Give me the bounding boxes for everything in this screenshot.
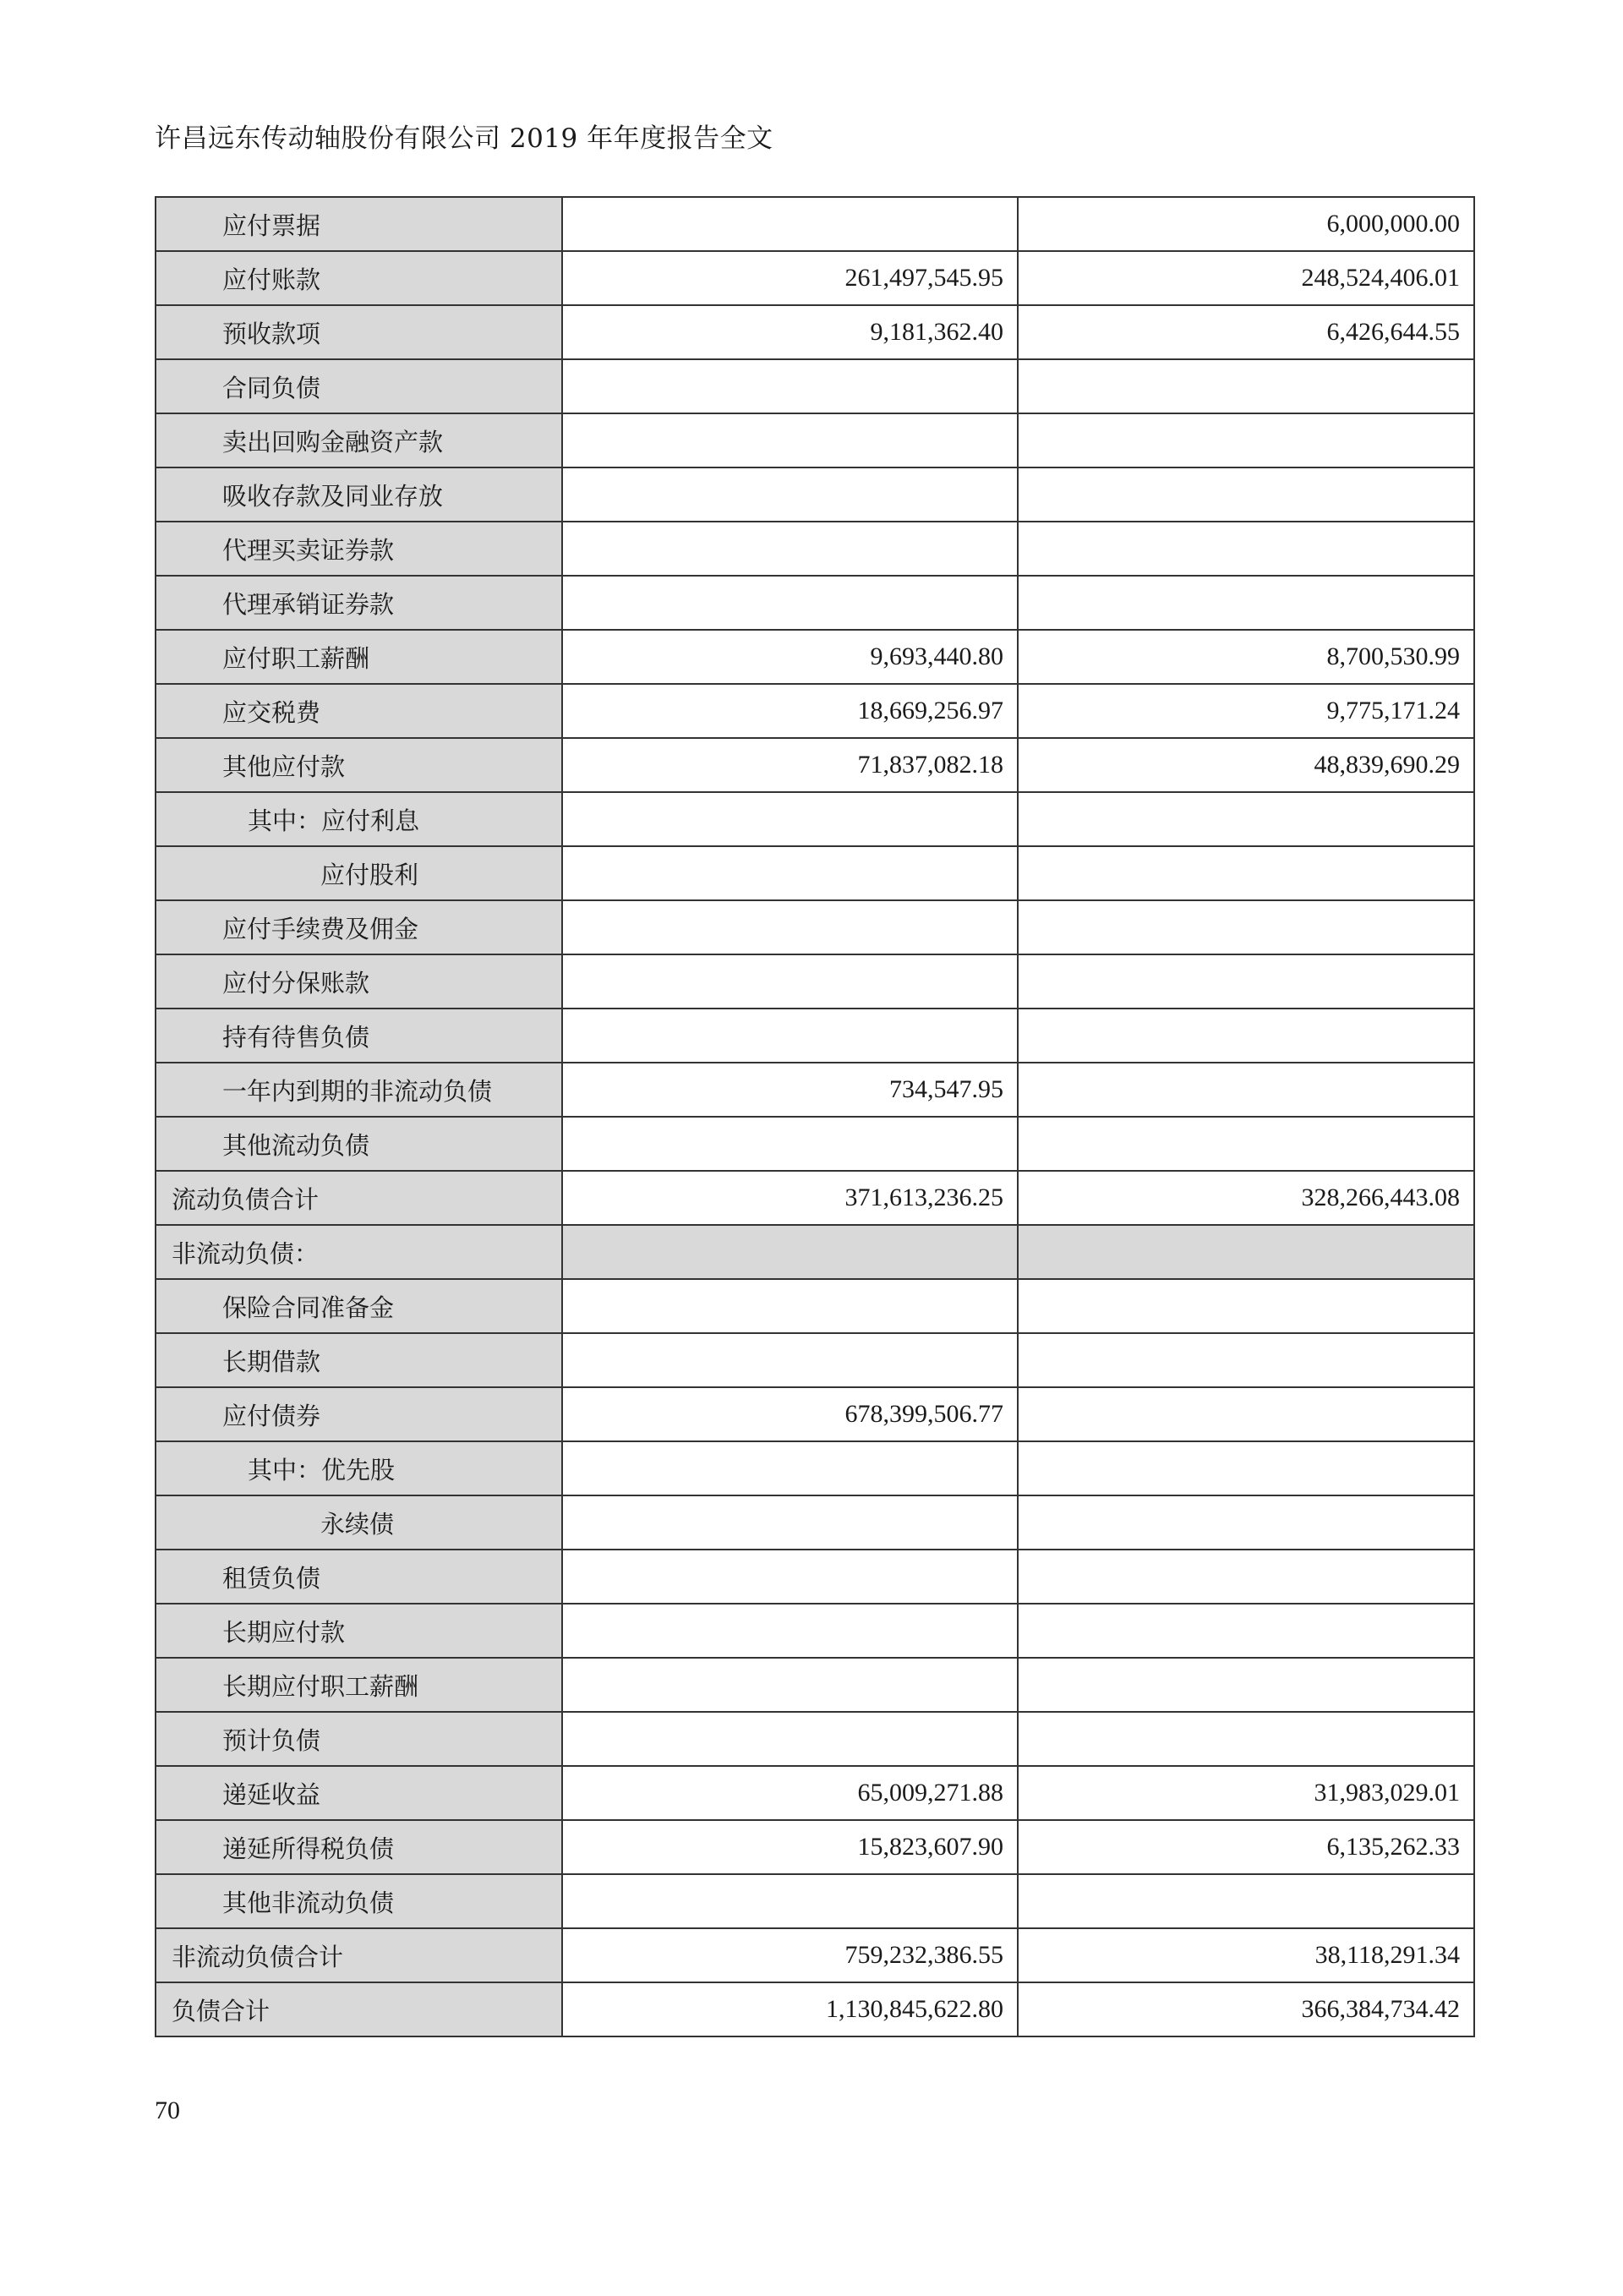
- table-row: [156, 1658, 1474, 1712]
- prior-period-value: [1018, 1441, 1474, 1495]
- table-body: [156, 197, 1474, 2036]
- prior-period-value: [1018, 792, 1474, 846]
- row-label: 应付账款: [156, 251, 562, 305]
- table-row: [156, 413, 1474, 467]
- row-label: 代理承销证券款: [156, 576, 562, 630]
- row-label: 预收款项: [156, 305, 562, 359]
- table-row: [156, 305, 1474, 359]
- prior-period-value: [1018, 413, 1474, 467]
- table-row: [156, 1171, 1474, 1225]
- row-label: 其他流动负债: [156, 1117, 562, 1171]
- prior-period-value: [1018, 1063, 1474, 1117]
- current-period-value: [562, 1225, 1018, 1279]
- row-label: 永续债: [156, 1495, 562, 1550]
- current-period-value: 71,837,082.18: [562, 738, 1018, 792]
- current-period-value: 18,669,256.97: [562, 684, 1018, 738]
- prior-period-value: 6,426,644.55: [1018, 305, 1474, 359]
- row-label: 其他应付款: [156, 738, 562, 792]
- table-row: [156, 1441, 1474, 1495]
- row-label: 应付手续费及佣金: [156, 900, 562, 954]
- current-period-value: [562, 576, 1018, 630]
- current-period-value: [562, 1495, 1018, 1550]
- prior-period-value: [1018, 1117, 1474, 1171]
- current-period-value: 1,130,845,622.80: [562, 1982, 1018, 2036]
- row-label: 预计负债: [156, 1712, 562, 1766]
- row-label: 应付债券: [156, 1387, 562, 1441]
- prior-period-value: [1018, 576, 1474, 630]
- row-label: 吸收存款及同业存放: [156, 467, 562, 522]
- table-row: [156, 1712, 1474, 1766]
- row-label: 合同负债: [156, 359, 562, 413]
- table-row: [156, 846, 1474, 900]
- table-row: [156, 1225, 1474, 1279]
- row-label: 非流动负债：: [156, 1225, 562, 1279]
- page-number: 70: [155, 2096, 180, 2124]
- current-period-value: [562, 413, 1018, 467]
- current-period-value: [562, 1279, 1018, 1333]
- prior-period-value: [1018, 1495, 1474, 1550]
- table-row: [156, 197, 1474, 251]
- table-row: [156, 1604, 1474, 1658]
- row-label: 负债合计: [156, 1982, 562, 2036]
- table-row: [156, 1117, 1474, 1171]
- current-period-value: [562, 1333, 1018, 1387]
- current-period-value: [562, 846, 1018, 900]
- table-row: [156, 630, 1474, 684]
- current-period-value: [562, 467, 1018, 522]
- prior-period-value: [1018, 954, 1474, 1009]
- current-period-value: 371,613,236.25: [562, 1171, 1018, 1225]
- table-row: [156, 251, 1474, 305]
- current-period-value: 678,399,506.77: [562, 1387, 1018, 1441]
- page-header-title: 许昌远东传动轴股份有限公司 2019 年年度报告全文: [155, 123, 773, 154]
- row-label: 长期应付款: [156, 1604, 562, 1658]
- prior-period-value: 328,266,443.08: [1018, 1171, 1474, 1225]
- current-period-value: [562, 1009, 1018, 1063]
- row-label: 递延收益: [156, 1766, 562, 1820]
- table-row: [156, 954, 1474, 1009]
- current-period-value: [562, 1874, 1018, 1928]
- current-period-value: 65,009,271.88: [562, 1766, 1018, 1820]
- prior-period-value: [1018, 467, 1474, 522]
- current-period-value: 734,547.95: [562, 1063, 1018, 1117]
- table-row: [156, 1982, 1474, 2036]
- row-label: 非流动负债合计: [156, 1928, 562, 1982]
- row-label: 流动负债合计: [156, 1171, 562, 1225]
- current-period-value: [562, 359, 1018, 413]
- table-row: [156, 1279, 1474, 1333]
- prior-period-value: 8,700,530.99: [1018, 630, 1474, 684]
- prior-period-value: [1018, 1712, 1474, 1766]
- table-row: [156, 359, 1474, 413]
- prior-period-value: 9,775,171.24: [1018, 684, 1474, 738]
- table-row: [156, 1766, 1474, 1820]
- row-label: 其中：应付利息: [156, 792, 562, 846]
- current-period-value: [562, 1604, 1018, 1658]
- row-label: 应付票据: [156, 197, 562, 251]
- current-period-value: [562, 900, 1018, 954]
- table-row: [156, 792, 1474, 846]
- row-label: 其他非流动负债: [156, 1874, 562, 1928]
- current-period-value: 15,823,607.90: [562, 1820, 1018, 1874]
- row-label: 其中：优先股: [156, 1441, 562, 1495]
- prior-period-value: [1018, 1009, 1474, 1063]
- prior-period-value: [1018, 846, 1474, 900]
- table-row: [156, 1874, 1474, 1928]
- row-label: 长期借款: [156, 1333, 562, 1387]
- table-row: [156, 467, 1474, 522]
- prior-period-value: 6,000,000.00: [1018, 197, 1474, 251]
- prior-period-value: [1018, 359, 1474, 413]
- table-row: [156, 576, 1474, 630]
- table-row: [156, 1009, 1474, 1063]
- prior-period-value: 248,524,406.01: [1018, 251, 1474, 305]
- current-period-value: [562, 522, 1018, 576]
- row-label: 租赁负债: [156, 1550, 562, 1604]
- prior-period-value: [1018, 1874, 1474, 1928]
- prior-period-value: [1018, 1333, 1474, 1387]
- row-label: 应付股利: [156, 846, 562, 900]
- current-period-value: 9,693,440.80: [562, 630, 1018, 684]
- row-label: 一年内到期的非流动负债: [156, 1063, 562, 1117]
- current-period-value: 261,497,545.95: [562, 251, 1018, 305]
- table-row: [156, 900, 1474, 954]
- prior-period-value: [1018, 522, 1474, 576]
- prior-period-value: [1018, 900, 1474, 954]
- current-period-value: [562, 1550, 1018, 1604]
- current-period-value: [562, 954, 1018, 1009]
- prior-period-value: [1018, 1387, 1474, 1441]
- current-period-value: [562, 1712, 1018, 1766]
- prior-period-value: [1018, 1225, 1474, 1279]
- current-period-value: [562, 1658, 1018, 1712]
- prior-period-value: 366,384,734.42: [1018, 1982, 1474, 2036]
- table-row: [156, 1333, 1474, 1387]
- prior-period-value: [1018, 1658, 1474, 1712]
- table-row: [156, 1928, 1474, 1982]
- prior-period-value: 31,983,029.01: [1018, 1766, 1474, 1820]
- prior-period-value: [1018, 1604, 1474, 1658]
- table-row: [156, 1820, 1474, 1874]
- current-period-value: [562, 1441, 1018, 1495]
- row-label: 持有待售负债: [156, 1009, 562, 1063]
- row-label: 保险合同准备金: [156, 1279, 562, 1333]
- table-row: [156, 1495, 1474, 1550]
- row-label: 应付职工薪酬: [156, 630, 562, 684]
- row-label: 应付分保账款: [156, 954, 562, 1009]
- table-row: [156, 1387, 1474, 1441]
- balance-sheet-liabilities-table: [155, 196, 1475, 2037]
- current-period-value: 9,181,362.40: [562, 305, 1018, 359]
- current-period-value: [562, 197, 1018, 251]
- table-row: [156, 684, 1474, 738]
- prior-period-value: 48,839,690.29: [1018, 738, 1474, 792]
- row-label: 长期应付职工薪酬: [156, 1658, 562, 1712]
- table-row: [156, 1550, 1474, 1604]
- prior-period-value: [1018, 1550, 1474, 1604]
- prior-period-value: [1018, 1279, 1474, 1333]
- prior-period-value: 6,135,262.33: [1018, 1820, 1474, 1874]
- table-row: [156, 522, 1474, 576]
- row-label: 应交税费: [156, 684, 562, 738]
- table-row: [156, 1063, 1474, 1117]
- current-period-value: 759,232,386.55: [562, 1928, 1018, 1982]
- prior-period-value: 38,118,291.34: [1018, 1928, 1474, 1982]
- row-label: 代理买卖证券款: [156, 522, 562, 576]
- current-period-value: [562, 792, 1018, 846]
- row-label: 递延所得税负债: [156, 1820, 562, 1874]
- current-period-value: [562, 1117, 1018, 1171]
- row-label: 卖出回购金融资产款: [156, 413, 562, 467]
- table-row: [156, 738, 1474, 792]
